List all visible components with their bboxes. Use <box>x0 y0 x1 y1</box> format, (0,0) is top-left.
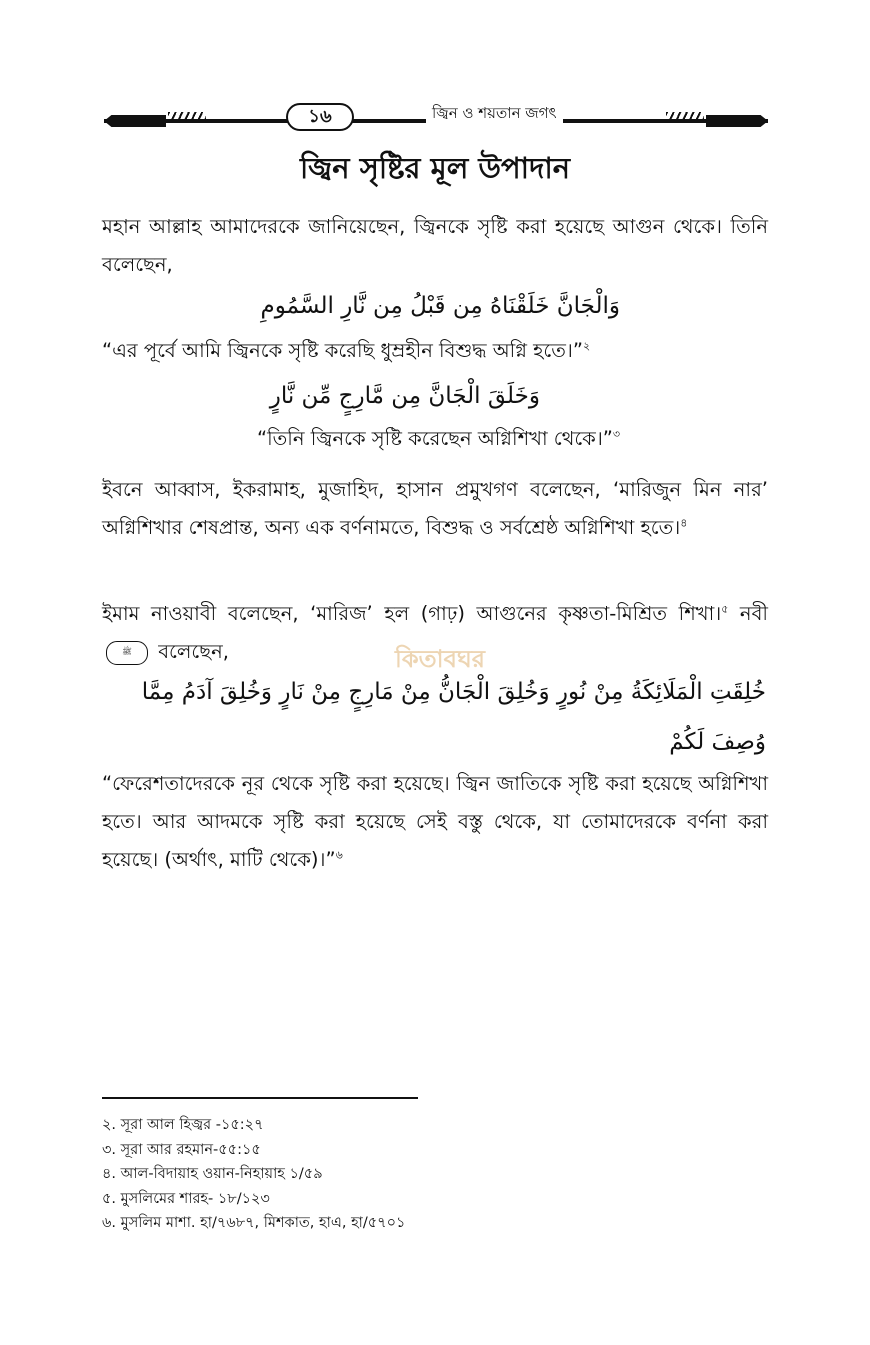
header-hatch-left <box>168 112 206 122</box>
footnote-ref-3: ৩ <box>612 427 621 441</box>
header-ornament-left <box>104 115 166 127</box>
intro-paragraph: মহান আল্লাহ আমাদেরকে জানিয়েছেন, জ্বিনকে সৃষ্টি করা হয়েছে আগুন থেকে। তিনি বলেছেন, <box>102 215 768 276</box>
footnote-ref-5: ৫ <box>721 602 729 616</box>
salawat-seal: ﷺ <box>106 641 148 665</box>
footnote-ref-6: ৬ <box>335 848 343 862</box>
running-title: জ্বিন ও শয়তান জগৎ <box>426 102 563 127</box>
hadith-translation-text: “ফেরেশতাদেরকে নূর থেকে সৃষ্টি করা হয়েছে। জ্বিন জাতিকে সৃষ্টি করা হয়েছে অগ্নিশিখা হতে। আর আদমকে সৃষ্টি করা হয়েছে সেই বস্তু থেকে, যা তোমাদেরকে বর্ণনা করা হয়েছে। (অর্থাৎ, মাটি থেকে)।” <box>102 772 768 871</box>
footnote-ref-4: ৪ <box>680 516 688 530</box>
balechen-text: বলেছেন, <box>152 640 229 663</box>
footnote-separator <box>102 1097 418 1099</box>
header-hatch-right <box>666 112 704 122</box>
footnote-5: ৫. মুসলিমের শারহ- ১৮/১২৩ <box>102 1190 270 1207</box>
verse-1-translation-text: “এর পূর্বে আমি জ্বিনকে সৃষ্টি করেছি ধুম্রহীন বিশুদ্ধ অগ্নি হতে।” <box>102 339 583 362</box>
verse-2-arabic: وَخَلَقَ الْجَانَّ مِن مَّارِجٍ مِّن نَّارٍ <box>269 383 540 409</box>
verse-2-translation-text: “তিনি জ্বিনকে সৃষ্টি করেছেন অগ্নিশিখা থেকে।” <box>257 427 613 450</box>
ibn-abbas-text: ইবনে আব্বাস, ইকরামাহ, মুজাহিদ, হাসান প্রমুখগণ বলেছেন, ‘মারিজুন মিন নার’ অগ্নিশিখার শেষপ্রান্ত, অন্য এক বর্ণনামতে, বিশুদ্ধ ও সর্বশ্রেষ্ঠ অগ্নিশিখা হতে। <box>102 478 768 539</box>
footnote-3: ৩. সূরা আর রহমান-৫৫:১৫ <box>102 1141 261 1158</box>
nawawi-text: ইমাম নাওয়াবী বলেছেন, ‘মারিজ’ হল (গাঢ়) আগুনের কৃষ্ণতা-মিশ্রিত শিখা। <box>102 602 722 625</box>
header-ornament-right <box>706 115 768 127</box>
page-number: ১৬ <box>286 103 354 131</box>
hadith-arabic-line-1: خُلِقَتِ الْمَلَائِكَةُ مِنْ نُورٍ وَخُلِقَ الْجَانُّ مِنْ مَارِجٍ مِنْ نَارٍ وَخُلِقَ آدَمُ مِمَّا <box>141 679 766 705</box>
nabi-text: নবী <box>728 602 768 625</box>
page-header <box>104 102 768 134</box>
verse-2-translation <box>257 420 620 458</box>
hadith-translation <box>102 765 768 879</box>
footnote-2: ২. সূরা আল হিজ্বর -১৫:২৭ <box>102 1117 264 1133</box>
verse-1-arabic: وَالْجَانَّ خَلَقْنَاهُ مِن قَبْلُ مِن نَّارِ السَّمُومِ <box>260 293 620 319</box>
footnote-4: ৪. আল-বিদায়াহ ওয়ান-নিহায়াহ ১/৫৯ <box>102 1166 323 1182</box>
footnote-6: ৬. মুসলিম মাশা. হা/৭৬৮৭, মিশকাত, হাএ, হা/৫৭০১ <box>102 1215 406 1231</box>
ibn-abbas-paragraph <box>102 471 768 547</box>
chapter-title: জ্বিন সৃষ্টির মূল উপাদান <box>299 151 571 185</box>
watermark-logo: কিতাবঘর <box>394 645 485 673</box>
verse-1-translation <box>102 332 590 370</box>
footnote-ref-2: ২ <box>582 339 591 353</box>
footnotes-list <box>102 1113 405 1236</box>
hadith-arabic-line-2: وُصِفَ لَكُمْ <box>669 729 766 755</box>
